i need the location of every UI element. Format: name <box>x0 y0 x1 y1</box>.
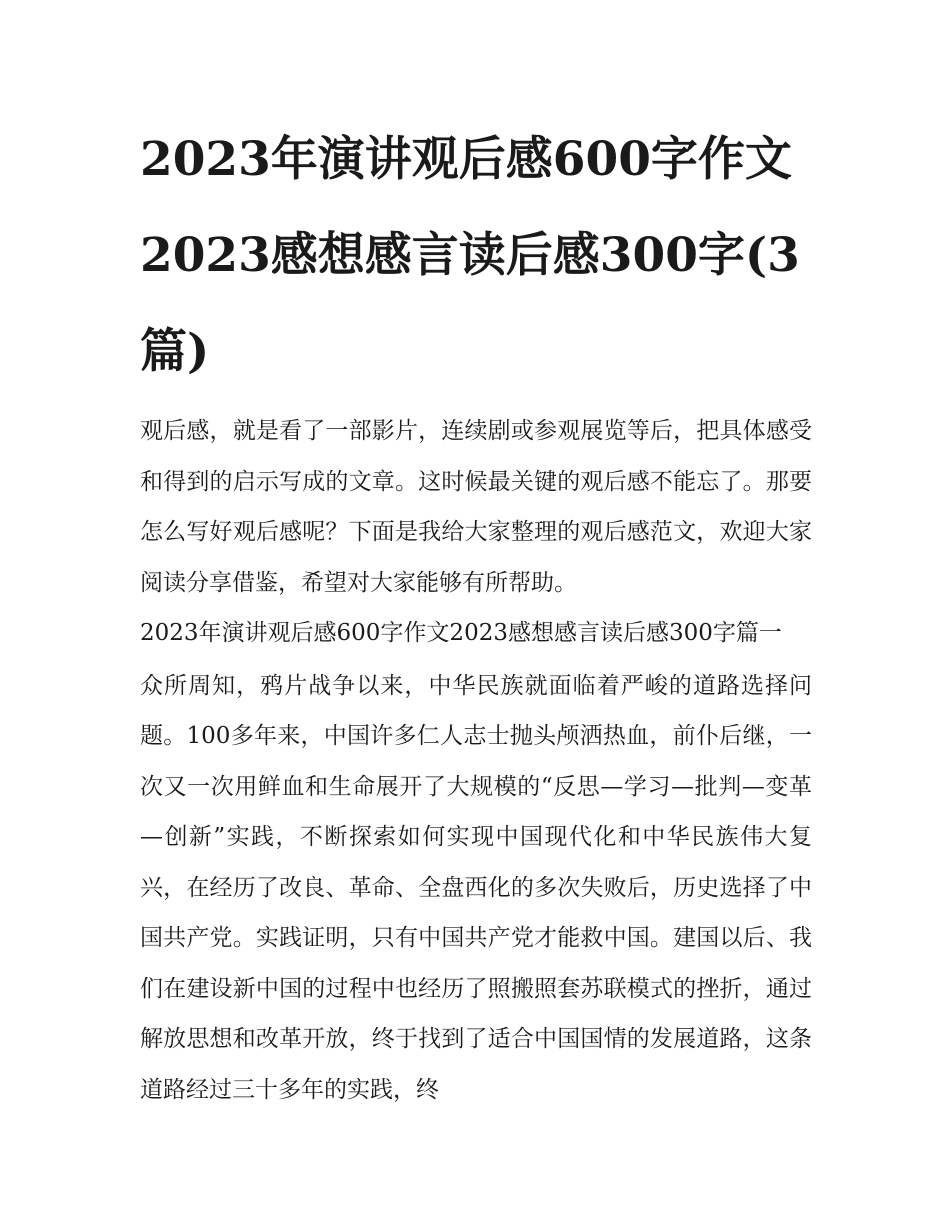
document-page <box>140 112 812 1115</box>
section-heading: 2023年演讲观后感600字作文2023感想感言读后感300字篇一 <box>140 620 782 646</box>
body-paragraph: 众所周知，鸦片战争以来，中华民族就面临着严峻的道路选择问题。100多年来，中国许多仁人志士抛头颅洒热血，前仆后继，一次又一次用鲜血和生命展开了大规模的“反思—学习—批判—变革—创新”实践，不断探索如何实现中国现代化和中华民族伟大复兴，在经历了改良、革命、全盘西化的多次失败后，历史选择了中国共产党。实践证明，只有中国共产党才能救中国。建国以后、我们在建设新中国的过程中也经历了照搬照套苏联模式的挫折，通过解放思想和改革开放，终于找到了适合中国国情的发展道路，这条道路经过三十多年的实践，终 <box>140 672 812 1103</box>
intro-paragraph: 观后感，就是看了一部影片，连续剧或参观展览等后，把具体感受和得到的启示写成的文章。这时候最关键的观后感不能忘了。那要怎么写好观后感呢？下面是我给大家整理的观后感范文，欢迎大家阅读分享借鉴，希望对大家能够有所帮助。 <box>140 418 812 596</box>
document-title: 2023年演讲观后感600字作文2023感想感言读后感300字(3篇) <box>140 132 800 379</box>
